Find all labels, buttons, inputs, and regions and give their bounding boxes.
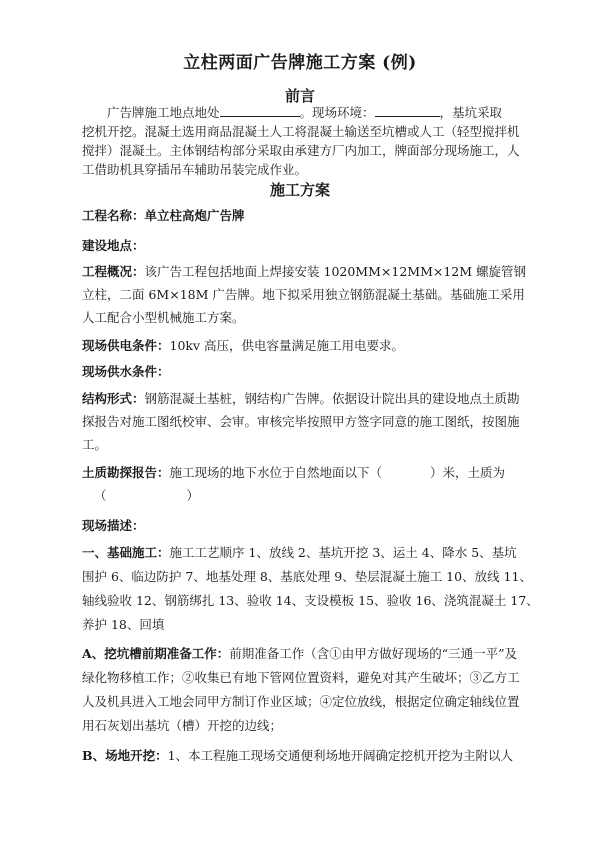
label: 现场描述： <box>82 518 145 533</box>
preface-text: ，基坑采取 <box>439 105 503 120</box>
label: 现场供水条件： <box>82 364 170 379</box>
label: 现场供电条件： <box>82 338 170 353</box>
prep-line-3: 人及机具进入工地会同甲方制订作业区域；④定位放线，根据定位确定轴线位置 <box>82 694 520 709</box>
foundation-line-1 <box>82 543 532 561</box>
structure-line-3: 工。 <box>82 437 108 452</box>
text: 钢筋混凝土基桩，钢结构广告牌。依据设计院出具的建设地点土质勘 <box>144 391 520 406</box>
text: 前期准备工作（含①由甲方做好现场的“三通一平”及 <box>229 646 517 661</box>
label: 结构形式： <box>82 391 145 406</box>
text: 1、本工程施工现场交通便利场地开阔确定挖机开挖为主附以人 <box>167 748 514 763</box>
site-line <box>82 236 532 254</box>
preface-paragraph <box>82 103 522 179</box>
preface-line-1 <box>82 103 522 122</box>
foundation-line-2: 围护 6、临边防护 7、地基处理 8、基底处理 9、垫层混凝土施工 10、放线 11、 <box>82 569 532 584</box>
preface-line-4: 工借助机具穿插吊车辅助吊装完成作业。 <box>82 162 308 177</box>
prep-line-4: 用石灰划出基坑（槽）开挖的边线； <box>82 718 283 733</box>
plan-heading: 施工方案 <box>269 181 330 199</box>
preface-heading: 前言 <box>284 87 315 105</box>
project-name-line <box>82 206 532 224</box>
project-name: 单立柱高炮广告牌 <box>144 208 245 223</box>
overview-line-3: 人工配合小型机械施工方案。 <box>82 310 245 325</box>
overview-line-1 <box>82 262 532 280</box>
label: 建设地点： <box>82 238 145 253</box>
text: （ <box>94 488 107 503</box>
document-title: 立柱两面广告牌施工方案 (例) <box>183 53 417 73</box>
prep-line-1 <box>82 644 532 662</box>
preface-text: 广告牌施工地点地处 <box>107 105 220 120</box>
blank-field <box>220 104 300 117</box>
water-line <box>82 362 532 380</box>
text: ） <box>186 488 200 503</box>
power-line <box>82 336 532 354</box>
foundation-line-3: 轴线验收 12、钢筋绑扎 13、验收 14、支设模板 15、验收 16、浇筑混凝土 17、 <box>82 593 539 608</box>
desc-line <box>82 516 532 534</box>
preface-line-2: 挖机开挖。混凝土选用商品混凝土人工将混凝土输送至坑槽或人工（轻型搅拌机 <box>82 124 520 139</box>
overview-line-2: 立柱，二面 6M×18M 广告牌。地下拟采用独立钢筋混凝土基础。基础施工采用 <box>82 287 525 302</box>
structure-line-2: 探报告对施工图纸校审、会审。审核完毕按照甲方签字同意的施工图纸，按图施 <box>82 414 520 429</box>
label: 土质勘探报告： <box>82 465 170 480</box>
label: B、场地开挖： <box>82 748 168 763</box>
text: 施工现场的地下水位于自然地面以下（ <box>169 465 383 480</box>
label: 工程名称： <box>82 208 145 223</box>
soil-line-2 <box>82 486 532 504</box>
label: 一、基础施工： <box>82 545 170 560</box>
label: A、挖坑槽前期准备工作： <box>82 646 230 661</box>
structure-line-1 <box>82 389 532 407</box>
preface-line-3: 搅拌）混凝土。主体钢结构部分采取由承建方厂内加工，牌面部分现场施工，人 <box>82 143 520 158</box>
text: 施工工艺顺序 1、放线 2、基坑开挖 3、运土 4、降水 5、基坑 <box>169 545 517 560</box>
prep-line-2: 绿化物移植工作；②收集已有地下管网位置资料，避免对其产生破坏；③乙方工 <box>82 670 520 685</box>
text: ）米，土质为 <box>430 465 506 480</box>
preface-text: 。现场环境： <box>299 105 375 120</box>
blank-field <box>375 104 440 117</box>
text: 该广告工程包括地面上焊接安装 1020MM×12MM×12M 螺旋管钢 <box>144 264 527 279</box>
label: 工程概况： <box>82 264 145 279</box>
dig-line-1 <box>82 746 532 764</box>
soil-line-1 <box>82 463 532 481</box>
text: 10kv 高压，供电容量满足施工用电要求。 <box>169 338 405 353</box>
foundation-line-4: 养护 18、回填 <box>82 617 165 632</box>
